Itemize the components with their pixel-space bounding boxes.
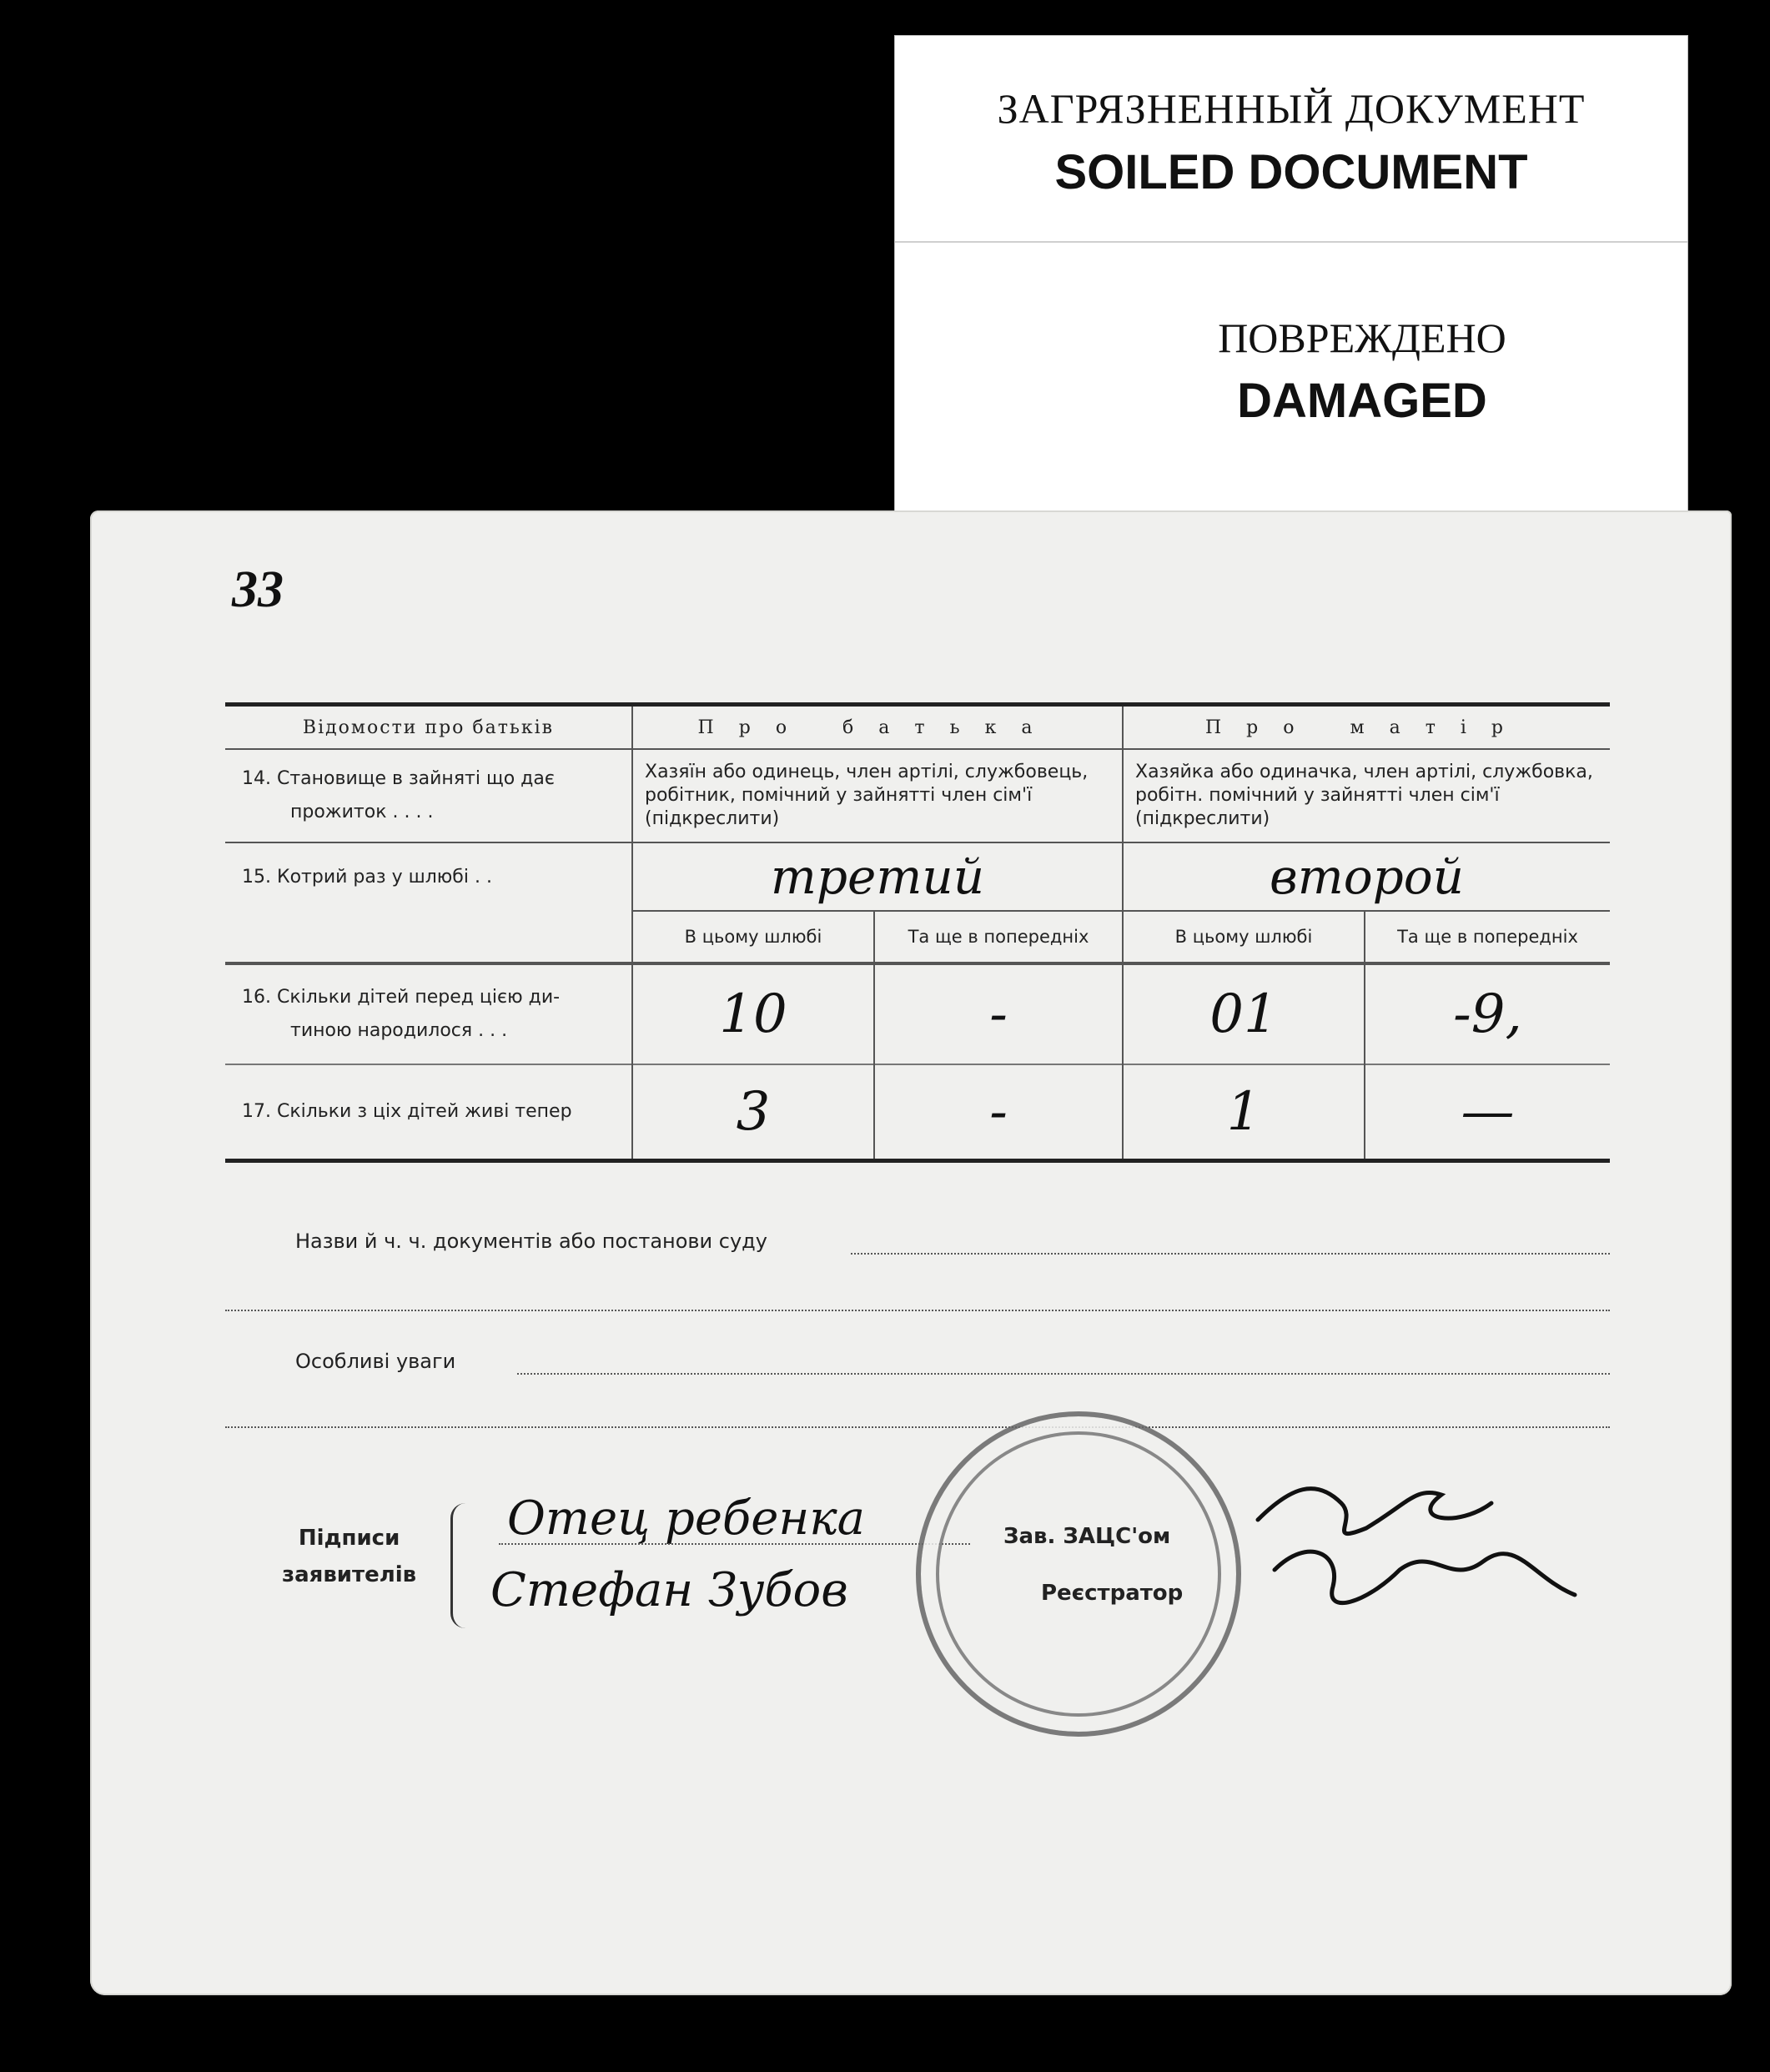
- signatures-label-line1: Підписи: [298, 1526, 400, 1551]
- row16-mother-prev: -9,: [1365, 963, 1610, 1064]
- row16-label: [225, 963, 632, 1064]
- registrar-signature: [1241, 1470, 1591, 1628]
- table-header-row: [225, 705, 1610, 750]
- signatures-label: [282, 1520, 416, 1593]
- notes-dotted-line: [517, 1373, 1610, 1375]
- table-row-16: [225, 963, 1610, 1064]
- subheader-mother-prev: Та ще в попередніх: [1365, 911, 1610, 963]
- row15-mother-value: второй: [1123, 842, 1610, 911]
- row15-father-value: третий: [632, 842, 1123, 911]
- signatures-label-line2: заявителів: [282, 1562, 417, 1587]
- row14-label: [225, 749, 632, 842]
- archive-label-card: [894, 35, 1688, 525]
- table-row-14: [225, 749, 1610, 842]
- documents-dotted-line: [851, 1253, 1610, 1255]
- signature-dotted-line-1: [499, 1543, 970, 1545]
- row16-label-line2: тиною народилося . . .: [290, 1020, 508, 1041]
- registrar-title: Реєстратор: [1041, 1581, 1184, 1606]
- applicant-signature-line2: Стефан Зубов: [490, 1563, 848, 1617]
- row14-mother-options: Хазяйка або одиначка, член артілі, службовка, робітн. помічний у зайнятті член сім'ї (підкреслити): [1123, 749, 1610, 842]
- notes-dotted-line-2: [225, 1426, 1610, 1428]
- signatures-brace: [450, 1503, 470, 1628]
- header-father: Про батька: [632, 705, 1123, 750]
- sheet-mark: 33: [232, 561, 284, 618]
- row16-father-prev: -: [874, 963, 1123, 1064]
- table-subheader-row: [225, 911, 1610, 963]
- document-sheet: [90, 510, 1732, 1995]
- row17-mother-prev: —: [1365, 1064, 1610, 1161]
- header-parents-info: Відомости про батьків: [225, 705, 632, 750]
- notes-label: Особливі уваги: [295, 1350, 456, 1373]
- applicant-signature-line1: Отец ребенка: [507, 1491, 866, 1546]
- documents-label: Назви й ч. ч. документів або постанови суду: [295, 1230, 767, 1253]
- subheader-father-this: В цьому шлюбі: [632, 911, 874, 963]
- parents-info-table: [225, 702, 1610, 1163]
- row16-mother-this: 01: [1123, 963, 1365, 1064]
- subheader-mother-this: В цьому шлюбі: [1123, 911, 1365, 963]
- row17-father-this: 3: [632, 1064, 874, 1161]
- documents-dotted-line-2: [225, 1310, 1610, 1311]
- label-divider: [895, 241, 1687, 243]
- damaged-label-ru: ПОВРЕЖДЕНО: [1218, 314, 1506, 361]
- row16-label-line1: 16. Скільки дітей перед цією ди-: [242, 987, 561, 1008]
- row17-mother-this: 1: [1123, 1064, 1365, 1161]
- table-row-17: [225, 1064, 1610, 1161]
- row14-label-line2: прожиток . . . .: [290, 802, 434, 822]
- subheader-father-prev: Та ще в попередніх: [874, 911, 1123, 963]
- row17-label: 17. Скільки з ціх дітей живі тепер: [225, 1064, 632, 1161]
- header-mother: Про матір: [1123, 705, 1610, 750]
- row14-label-line1: 14. Становище в зайняті що дає: [242, 768, 555, 789]
- row14-father-options: Хазяїн або одинець, член артілі, службовець, робітник, помічний у зайнятті член сім'ї (підкреслити): [632, 749, 1123, 842]
- row15-label: 15. Котрий раз у шлюбі . .: [225, 842, 632, 911]
- registrar-title-head: Зав. ЗАЦС'ом: [1003, 1524, 1171, 1549]
- official-stamp: [916, 1411, 1241, 1737]
- damaged-label-en: DAMAGED: [1237, 374, 1487, 428]
- soiled-label-en: SOILED DOCUMENT: [1054, 145, 1528, 199]
- table-row-15: [225, 842, 1610, 911]
- row16-father-this: 10: [632, 963, 874, 1064]
- row17-father-prev: -: [874, 1064, 1123, 1161]
- soiled-label-ru: ЗАГРЯЗНЕННЫЙ ДОКУМЕНТ: [997, 85, 1586, 132]
